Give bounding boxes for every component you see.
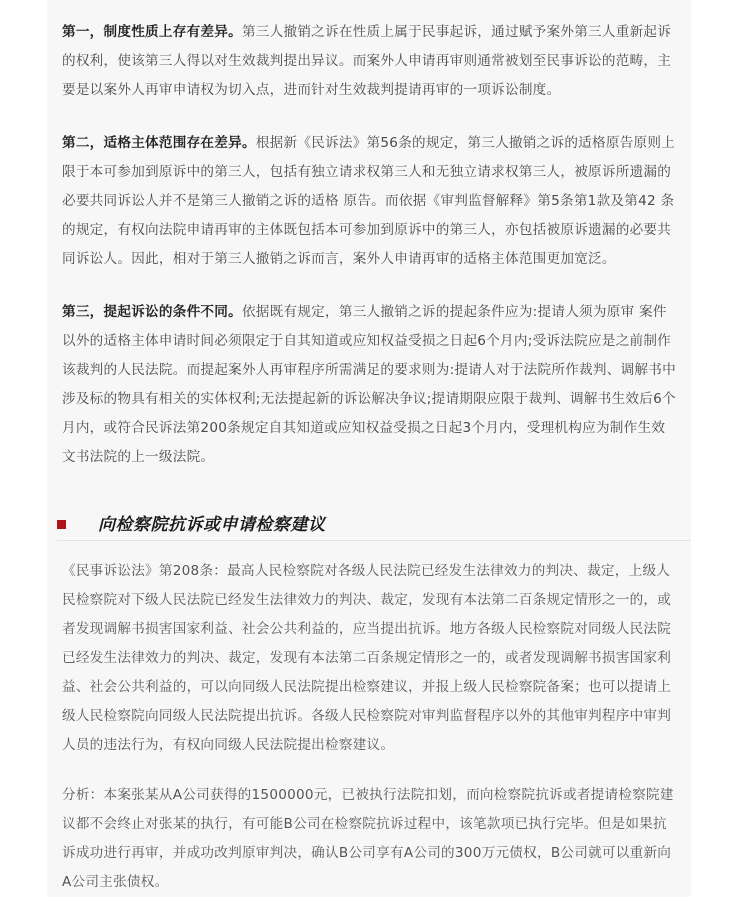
section-title: 向检察院抗诉或申请检察建议 bbox=[98, 515, 326, 535]
analysis-paragraph: 分析：本案张某从A公司获得的1500000元，已被执行法院扣划，而向检察院抗诉或者提请检察院建议都不会终止对张某的执行，有可能B公司在检察院抗诉过程中，该笔款项已执行完毕。但是如果抗诉成功进行再审，并成功改判原审判决，确认B公司享有A公司的300万元债权，B公司就可以重新向A公司主张债权。 bbox=[62, 787, 674, 890]
section-heading bbox=[57, 508, 691, 541]
paragraph-subject-difference bbox=[62, 129, 678, 274]
paragraph-lead: 第二，适格主体范围存在差异。 bbox=[62, 135, 256, 151]
paragraph-condition-difference bbox=[62, 298, 678, 472]
paragraph-lead: 第一，制度性质上存有差异。 bbox=[62, 24, 242, 40]
paragraph-lead: 第三，提起诉讼的条件不同。 bbox=[62, 304, 242, 320]
paragraph-text: 依据既有规定，第三人撤销之诉的提起条件应为:提请人须为原审 案件以外的适格主体申请时间必须限定于自其知道或应知权益受损之日起6个月内;受诉法院应是之前制作该裁判的人民法院。而提起案外人再审程序所需满足的要求则为:提请人对于法院所作裁判、调解书中涉及标的物具有相关的实体权利;无法提起新的诉讼解决争议;提请期限应限于裁判、调解书生效后6个月内，或符合民诉法第200条规定自其知道或应知权益受损之日起3个月内，受理机构应为制作生效文书法院的上一级法院。 bbox=[62, 304, 676, 465]
square-bullet-icon bbox=[57, 520, 66, 529]
paragraph-nature-difference bbox=[62, 18, 678, 105]
law-article-paragraph: 《民事诉讼法》第208条：最高人民检察院对各级人民法院已经发生法律效力的判决、裁定，上级人民检察院对下级人民法院已经发生法律效力的判决、裁定，发现有本法第二百条规定情形之一的，或者发现调解书损害国家利益、社会公共利益的，应当提出抗诉。地方各级人民检察院对同级人民法院已经发生法律效力的判决、裁定，发现有本法第二百条规定情形之一的，或者发现调解书损害国家利益、社会公共利益的，可以向同级人民法院提出检察建议，并报上级人民检察院备案；也可以提请上级人民检察院向同级人民法院提出抗诉。各级人民检察院对审判监督程序以外的其他审判程序中审判人员的违法行为，有权向同级人民法院提出检察建议。 bbox=[62, 563, 672, 753]
paragraph-text: 第三人撤销之诉在性质上属于民事起诉，通过赋予案外第三人重新起诉的权利，使该第三人得以对生效裁判提出异议。而案外人申请再审则通常被划至民事诉讼的范畴，主要是以案外人再审申请权为切入点，进而针对生效裁判提请再审的一项诉讼制度。 bbox=[62, 24, 672, 98]
article-body bbox=[47, 0, 691, 897]
paragraph-text: 根据新《民诉法》第56条的规定，第三人撤销之诉的适格原告原则上限于本可参加到原诉中的第三人，包括有独立请求权第三人和无独立请求权第三人，被原诉所遗漏的必要共同诉讼人并不是第三人撤销之诉的适格 原告。而依据《审判监督解释》第5条第1款及第42 条的规定，有权向法院申请再审的主体既包括本可参加到原诉中的第三人，亦包括被原诉遗漏的必要共同诉讼人。因此，相对于第三人撤销之诉而言，案外人申请再审的适格主体范围更加宽泛。 bbox=[62, 135, 676, 267]
